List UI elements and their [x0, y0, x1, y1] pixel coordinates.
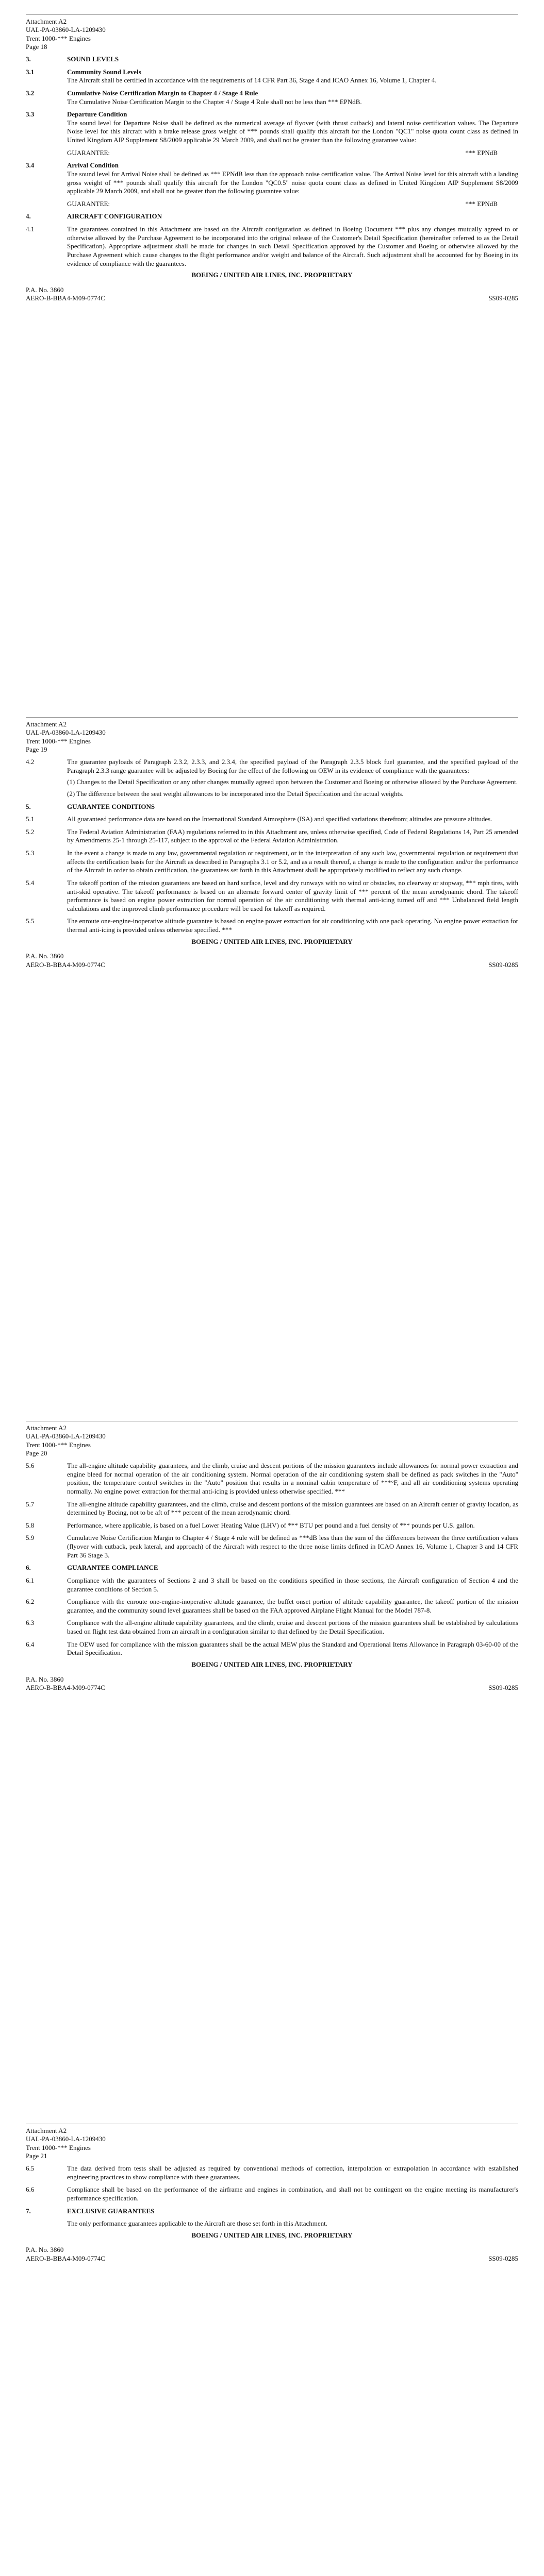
header-line: Trent 1000-*** Engines	[26, 2143, 91, 2151]
section-body	[67, 1500, 518, 1517]
header-line: UAL-PA-03860-LA-1209430	[26, 1432, 106, 1440]
guarantee-value: *** EPNdB	[465, 199, 498, 208]
section-title: Community Sound Levels	[67, 67, 141, 76]
section	[26, 212, 518, 221]
section-paragraph: The guarantees contained in this Attachment are based on the Aircraft configuration as defined in Boeing Document *** plus any changes mutually agreed to or otherwise allowed by the Purchase Agreement to be incorporated into the original release of the Customer's Detail Specification (hereinafter referred to as the Detail Specification). Appropriate adjustment shall be made for changes in such Detail Specification approved by the Customer and Boeing or otherwise allowed by the Purchase Agreement which cause changes to the flight performance and/or weight and balance of the Aircraft. Such adjustment shall be accounted for by Boeing in its evidence of compliance with the guarantees.	[67, 225, 518, 267]
footer-code: SS09-0285	[488, 960, 518, 969]
footer-pa-number: P.A. No. 3860	[26, 1675, 64, 1683]
section-number: 7.	[26, 2207, 31, 2215]
section	[26, 1500, 518, 1517]
page-top-rule	[26, 717, 518, 718]
section	[26, 2207, 518, 2216]
document-page-19	[26, 717, 518, 970]
footer-line	[26, 961, 518, 970]
section-body	[67, 2207, 518, 2216]
section-title: Departure Condition	[67, 110, 127, 118]
section-body	[67, 1534, 518, 1560]
footer-line	[26, 1684, 518, 1692]
header-line: Trent 1000-*** Engines	[26, 1440, 91, 1449]
section	[26, 1640, 518, 1657]
footer-doc-number: AERO-B-BBA4-M09-0774C	[26, 960, 105, 969]
page-top-rule	[26, 14, 518, 15]
section-body	[67, 1462, 518, 1496]
section-paragraph: The sound level for Arrival Noise shall be defined as *** EPNdB less than the approach noise certification value. The Arrival Noise level for this aircraft with a landing gross weight of *** pounds shall qualify this aircraft for the London "QC0.5" noise quota count class as defined in United Kingdom AIP Supplement S8/2009 applicable 29 March 2009, and shall not be greater than the following guarantee value:	[67, 170, 518, 195]
section-body	[67, 161, 518, 196]
section-paragraph: The enroute one-engine-inoperative altitude guarantee is based on engine power extraction for air conditioning with one pack operating. No engine power extraction for thermal anti-icing is provided unless otherwise specified. ***	[67, 917, 518, 934]
section	[26, 1564, 518, 1572]
section	[26, 1619, 518, 1636]
document-page-20	[26, 1421, 518, 1692]
section-body	[67, 2185, 518, 2202]
section-number: 3.1	[26, 67, 35, 76]
section-body	[67, 758, 518, 799]
section-number: 6.1	[26, 1576, 35, 1584]
section-paragraph: (1) Changes to the Detail Specification or any other changes mutually agreed upon between the Customer and Boeing or otherwise allowed by the Purchase Agreement.	[67, 778, 518, 786]
section-title: AIRCRAFT CONFIGURATION	[67, 212, 162, 221]
header-line: Trent 1000-*** Engines	[26, 34, 91, 42]
header-line: Page 20	[26, 1449, 47, 1457]
page-header	[26, 2127, 518, 2160]
section-body	[67, 1577, 518, 1594]
footer-pa-number: P.A. No. 3860	[26, 285, 64, 294]
section	[26, 879, 518, 913]
section-body	[67, 1598, 518, 1615]
footer-doc-number: AERO-B-BBA4-M09-0774C	[26, 294, 105, 302]
section-body	[67, 89, 518, 106]
header-line: UAL-PA-03860-LA-1209430	[26, 728, 106, 737]
section-number: 5.6	[26, 1462, 35, 1469]
section-title: GUARANTEE CONDITIONS	[67, 802, 155, 810]
header-line: Page 21	[26, 2151, 47, 2160]
section-paragraph: The all-engine altitude capability guarantees, and the climb, cruise and descent portions of the mission guarantees include allowances for normal power extraction and engine bleed for normal operation of the air conditioning system. Normal operation of the air conditioning system shall be defined as pack switches in the "Auto" position, the temperature control switches in the "Auto" position that results in a nominal cabin temperature of ***°F, and all air conditioning systems operating normally. No engine power extraction for thermal anti-icing is provided unless otherwise specified. ***	[67, 1462, 518, 1495]
section	[26, 849, 518, 875]
section-paragraph: The OEW used for compliance with the mission guarantees shall be the actual MEW plus the Standard and Operational Items Allowance in Paragraph 03-60-00 of the Detail Specification.	[67, 1640, 518, 1657]
proprietary-notice: BOEING / UNITED AIR LINES, INC. PROPRIETARY	[191, 1660, 353, 1668]
section	[26, 2219, 518, 2228]
section-paragraph: All guaranteed performance data are based on the International Standard Atmosphere (ISA) and specified variations therefrom; altitudes are pressure altitudes.	[67, 815, 492, 823]
proprietary-notice: BOEING / UNITED AIR LINES, INC. PROPRIETARY	[191, 271, 353, 279]
header-line: Trent 1000-*** Engines	[26, 737, 91, 745]
section-number	[26, 2219, 67, 2228]
section-title: SOUND LEVELS	[67, 55, 119, 63]
section	[26, 1521, 518, 1530]
section-paragraph: The all-engine altitude capability guarantees, and the climb, cruise and descent portions of the mission guarantees are based on an Aircraft center of gravity location, as determined by Boeing, not to be aft of *** percent of the mean aerodynamic chord.	[67, 1500, 518, 1517]
section-number: 5.2	[26, 827, 35, 836]
section	[26, 55, 518, 64]
document-page-21	[26, 2124, 518, 2263]
section-body	[67, 225, 518, 268]
section	[26, 89, 518, 106]
section-number: 6.4	[26, 1640, 35, 1648]
section-paragraph: The Cumulative Noise Certification Margin to the Chapter 4 / Stage 4 Rule shall not be less than *** EPNdB.	[67, 97, 362, 106]
footer-code: SS09-0285	[488, 294, 518, 302]
footer-doc-number: AERO-B-BBA4-M09-0774C	[26, 1684, 105, 1692]
footer-pa-number: P.A. No. 3860	[26, 952, 64, 960]
section-title: Cumulative Noise Certification Margin to Chapter 4 / Stage 4 Rule	[67, 89, 258, 97]
section	[26, 1577, 518, 1594]
section-number: 5.7	[26, 1500, 35, 1508]
section-body	[67, 828, 518, 845]
section-body	[67, 68, 518, 85]
footer-line	[26, 2255, 518, 2263]
section-paragraph: (2) The difference between the seat weight allowances to be incorporated into the Detail Specification and the actual weights.	[67, 789, 404, 798]
section-paragraph: Compliance with the all-engine altitude capability guarantees, and the climb, cruise and descent portions of the mission guarantees shall be established by calculations based on flight test data obtained from an aircraft in a configuration similar to that defined by the Detail Specification.	[67, 1619, 518, 1635]
section	[26, 161, 518, 196]
section-body	[67, 849, 518, 875]
section-body	[67, 55, 518, 64]
section-body	[67, 879, 518, 913]
section-number: 6.3	[26, 1619, 35, 1627]
document-page-18	[26, 14, 518, 303]
guarantee-value: *** EPNdB	[465, 148, 498, 157]
section-number: 4.2	[26, 758, 35, 766]
section-number: 6.	[26, 1564, 31, 1572]
section-body	[67, 1640, 518, 1657]
header-line: Attachment A2	[26, 2127, 67, 2134]
section-number: 3.3	[26, 110, 35, 118]
guarantee-line	[67, 200, 518, 209]
section-number: 5.	[26, 802, 31, 810]
guarantee-label: GUARANTEE:	[67, 148, 110, 157]
section	[26, 1462, 518, 1496]
header-line: Attachment A2	[26, 18, 67, 25]
section-body	[67, 1564, 518, 1572]
section-number: 4.	[26, 212, 31, 221]
section-body	[67, 1619, 518, 1636]
section	[26, 1598, 518, 1615]
header-line: Page 19	[26, 745, 47, 753]
section	[26, 828, 518, 845]
section-number: 5.9	[26, 1534, 35, 1542]
section-paragraph: The only performance guarantees applicable to the Aircraft are those set forth in this Attachment.	[67, 2219, 328, 2228]
guarantee-label: GUARANTEE:	[67, 199, 110, 208]
section-body	[67, 2219, 518, 2228]
section-body	[67, 1521, 518, 1530]
section	[26, 225, 518, 268]
page-header	[26, 1424, 518, 1458]
section-paragraph: Cumulative Noise Certification Margin to Chapter 4 / Stage 4 rule will be defined as ***dB less than the sum of the differences between the three certification values (flyover with cutback, peak lateral, and approach) of the Aircraft with respect to the three noise limits defined in ICAO Annex 16, Volume 1, Chapter 3 and 14 CFR Part 36 Stage 3.	[67, 1534, 518, 1559]
section	[26, 2185, 518, 2202]
section-body	[67, 815, 518, 824]
footer-code: SS09-0285	[488, 1684, 518, 1692]
header-line: Attachment A2	[26, 720, 67, 728]
page-header	[26, 720, 518, 754]
section-body	[67, 803, 518, 811]
section-paragraph: The data derived from tests shall be adjusted as required by conventional methods of correction, interpolation or extrapolation in accordance with established engineering practices to show compliance with these guarantees.	[67, 2164, 518, 2181]
section	[26, 2164, 518, 2181]
footer-doc-number: AERO-B-BBA4-M09-0774C	[26, 2255, 105, 2262]
footer-line	[26, 294, 518, 303]
section-body	[67, 2164, 518, 2181]
section	[26, 110, 518, 145]
header-line: UAL-PA-03860-LA-1209430	[26, 2135, 106, 2143]
section-number: 3.	[26, 55, 31, 63]
guarantee-line	[67, 149, 518, 158]
section-number: 5.4	[26, 878, 35, 887]
section-paragraph: Compliance shall be based on the performance of the airframe and engines in combination, and shall not be contingent on the engine meeting its manufacturer's performance specification.	[67, 2185, 518, 2202]
section-number: 5.3	[26, 849, 35, 857]
section-number: 4.1	[26, 225, 35, 233]
section-paragraph: Compliance with the guarantees of Sections 2 and 3 shall be based on the conditions specified in those sections, the Aircraft configuration of Section 4 and the guarantee conditions of Section 5.	[67, 1576, 518, 1593]
footer-code: SS09-0285	[488, 2255, 518, 2262]
section-number: 5.1	[26, 815, 35, 823]
page-header	[26, 18, 518, 51]
proprietary-notice: BOEING / UNITED AIR LINES, INC. PROPRIETARY	[191, 937, 353, 945]
section	[26, 68, 518, 85]
section-body	[67, 212, 518, 221]
section-number: 6.6	[26, 2185, 35, 2194]
section-number: 6.5	[26, 2164, 35, 2172]
proprietary-notice: BOEING / UNITED AIR LINES, INC. PROPRIETARY	[191, 2231, 353, 2239]
header-line: Attachment A2	[26, 1424, 67, 1432]
section-number: 3.2	[26, 89, 35, 97]
section-paragraph: Compliance with the enroute one-engine-inoperative altitude guarantee, the buffet onset portion of altitude capability guarantee, the takeoff portion of the mission guarantee, and the community sound level guarantees shall be based on the FAA approved Airplane Flight Manual for the Model 787-8.	[67, 1598, 518, 1614]
section-body	[67, 110, 518, 145]
section-paragraph: The Federal Aviation Administration (FAA) regulations referred to in this Attachment are, unless otherwise specified, Code of Federal Regulations 14, Part 25 amended by Amendments 25-1 through 25-117, subject to the approval of the Federal Aviation Administration.	[67, 827, 518, 844]
section-number: 5.5	[26, 917, 35, 925]
section-title: EXCLUSIVE GUARANTEES	[67, 2207, 155, 2215]
section-paragraph: Performance, where applicable, is based on a fuel Lower Heating Value (LHV) of *** BTU per pound and a fuel density of *** pounds per U.S. gallon.	[67, 1521, 475, 1529]
section	[26, 758, 518, 799]
section	[26, 1534, 518, 1560]
section-number: 6.2	[26, 1598, 35, 1606]
section-paragraph: The Aircraft shall be certified in accordance with the requirements of 14 CFR Part 36, Stage 4 and ICAO Annex 16, Volume 1, Chapter 4.	[67, 76, 437, 84]
section-paragraph: The guarantee payloads of Paragraph 2.3.2, 2.3.3, and 2.3.4, the specified payload of the Paragraph 2.3.5 block fuel guarantee, and the specified payload of the Paragraph 2.3.3 range guarantee will be adjusted by Boeing for the effect of the following on OEW in its evidence of compliance with the guarantees:	[67, 758, 518, 774]
footer-pa-number: P.A. No. 3860	[26, 2246, 64, 2254]
header-line: UAL-PA-03860-LA-1209430	[26, 26, 106, 34]
section-title: GUARANTEE COMPLIANCE	[67, 1564, 158, 1572]
section	[26, 917, 518, 934]
section-body	[67, 917, 518, 934]
section-title: Arrival Condition	[67, 161, 119, 170]
header-line: Page 18	[26, 42, 47, 50]
section-paragraph: The sound level for Departure Noise shall be defined as the numerical average of flyover (with thrust cutback) and lateral noise certification values. The Departure Noise level for this aircraft with a brake release gross weight of *** pounds shall qualify this aircraft for the London "QC1" noise quota count class as defined in United Kingdom AIP Supplement S8/2009 applicable 29 March 2009, and shall not be greater than the following guarantee value:	[67, 118, 518, 144]
section	[26, 803, 518, 811]
section-paragraph: The takeoff portion of the mission guarantees are based on hard surface, level and dry runways with no wind or obstacles, no clearway or stopway, *** mph tires, with anti-skid operative. The takeoff performance is based on an alternate forward center of gravity limit of *** percent of the mean aerodynamic chord. The takeoff performance is based on engine power extraction for normal operation of the air conditioning with thermal anti-icing turned off and *** Unbalanced field length calculations and the improved climb performance procedure will be used for takeoff as required.	[67, 878, 518, 912]
section	[26, 815, 518, 824]
section-number: 5.8	[26, 1521, 35, 1529]
section-paragraph: In the event a change is made to any law, governmental regulation or requirement, or in the interpretation of any such law, governmental regulation or requirement that affects the certification basis for the Aircraft as described in Paragraphs 3.1 or 5.2, and as a result thereof, a change is made to the configuration and/or the performance of the Aircraft in order to obtain certification, the guarantees set forth in this Attachment shall be appropriately modified to reflect any such change.	[67, 849, 518, 874]
section-number: 3.4	[26, 161, 35, 170]
